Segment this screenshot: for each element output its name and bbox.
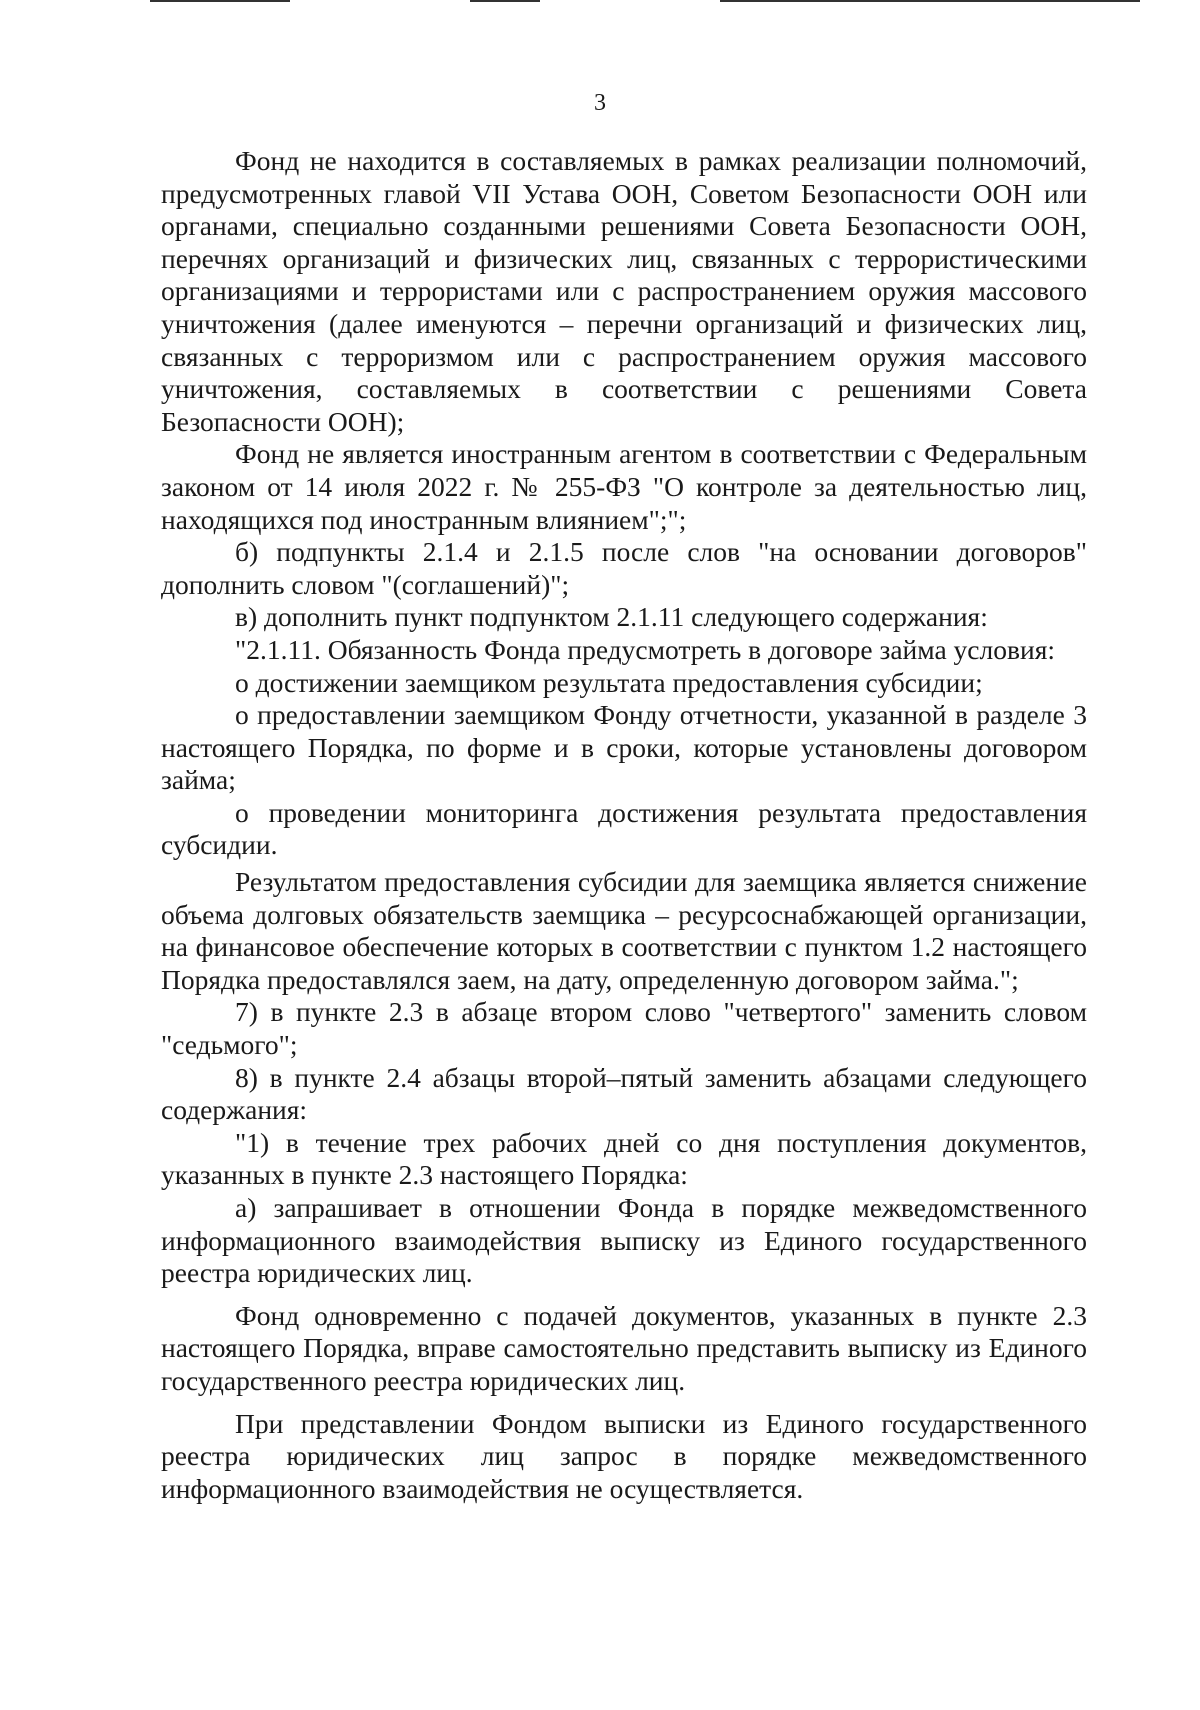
paragraph: 7) в пункте 2.3 в абзаце втором слово "четвертого" заменить словом "седьмого";	[161, 996, 1087, 1061]
paragraph: б) подпункты 2.1.4 и 2.1.5 после слов "на основании договоров" дополнить словом "(соглашений)";	[161, 536, 1087, 600]
paragraph: При представлении Фондом выписки из Единого государственного реестра юридических лиц запрос в порядке межведомственного информационного взаимодействия не осуществляется.	[161, 1407, 1087, 1504]
scan-edge-line	[470, 0, 540, 2]
paragraph: а) запрашивает в отношении Фонда в порядке межведомственного информационного взаимодействия выписку из Единого государственного реестра юридических лиц.	[161, 1192, 1087, 1289]
paragraph: в) дополнить пункт подпунктом 2.1.11 следующего содержания:	[235, 601, 988, 633]
paragraph: "2.1.11. Обязанность Фонда предусмотреть в договоре займа условия:	[235, 633, 1055, 665]
document-body	[161, 145, 1087, 1505]
paragraph: о достижении заемщиком результата предоставления субсидии;	[235, 666, 983, 698]
paragraph: Фонд не является иностранным агентом в соответствии с Федеральным законом от 14 июля 2022 г. № 255-ФЗ "О контроле за деятельностью лиц, находящихся под иностранным влиянием";";	[161, 438, 1087, 535]
paragraph: 8) в пункте 2.4 абзацы второй–пятый заменить абзацами следующего содержания:	[161, 1061, 1087, 1126]
paragraph: о предоставлении заемщиком Фонду отчетности, указанной в разделе 3 настоящего Порядка, по форме и в сроки, которые установлены договором займа;	[161, 699, 1087, 796]
paragraph: Результатом предоставления субсидии для заемщика является снижение объема долговых обязательств заемщика – ресурсоснабжающей организации, на финансовое обеспечение которых в соответствии с пунктом 1.2 настоящего Порядка предоставлялся заем, на дату, определенную договором займа.";	[161, 866, 1087, 995]
paragraph: о проведении мониторинга достижения результата предоставления субсидии.	[161, 796, 1087, 861]
paragraph: Фонд не находится в составляемых в рамках реализации полномочий, предусмотренных главой VII Устава ООН, Советом Безопасности ООН или органами, специально созданными решениями Совета Безопасности ООН, перечнях организаций и физических лиц, связанных с террористическими организациями и террористами или с распространением оружия массового уничтожения (далее именуются – перечни организаций и физических лиц, связанных с терроризмом или с распространением оружия массового уничтожения, составляемых в соответствии с решениями Совета Безопасности ООН);	[161, 145, 1087, 437]
paragraph: Фонд одновременно с подачей документов, указанных в пункте 2.3 настоящего Порядка, вправе самостоятельно представить выписку из Единого государственного реестра юридических лиц.	[161, 1299, 1087, 1396]
scan-edge-line	[720, 0, 1140, 2]
paragraph: "1) в течение трех рабочих дней со дня поступления документов, указанных в пункте 2.3 настоящего Порядка:	[161, 1126, 1087, 1191]
page-number: 3	[594, 90, 606, 116]
scan-edge-line	[150, 0, 290, 2]
